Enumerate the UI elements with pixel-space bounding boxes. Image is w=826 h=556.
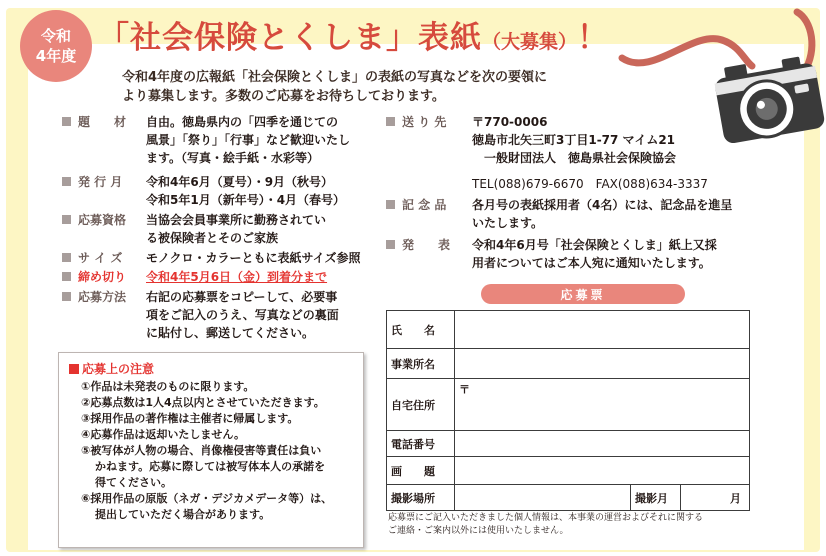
bullet-square [386,240,395,249]
item-value: に貼付し、郵送してください。 [146,326,315,340]
address-field[interactable] [455,379,750,431]
item-label: サ イ ズ [78,251,123,265]
item-value: 項をご記入のうえ、写真などの裏面 [146,308,339,322]
phone-field[interactable] [455,431,750,457]
item-value: 令和4年6月号「社会保険とくしま」紙上又採 [472,238,717,252]
item-eligibility [62,211,362,247]
item-value: いたします。 [472,216,544,230]
item-value: 右記の応募票をコピーして、必要事 [146,290,338,304]
item-gift [386,196,770,232]
organization-name: 一般財団法人 徳島県社会保険協会 [472,151,677,165]
note-item: ④応募作品は返却いたしません。 [81,428,245,441]
bullet-square [62,117,71,126]
item-label: 応募方法 [78,290,127,304]
privacy-note-line-2: ご連絡・ご案内以外には使用いたしません。 [388,526,569,536]
note-item: ①作品は未発表のものに限ります。 [81,380,255,393]
name-label: 氏 名 [387,311,455,349]
item-announcement [386,236,770,272]
name-field[interactable] [455,311,750,349]
item-value: 当協会会員事業所に勤務されてい [146,213,327,227]
item-size [62,249,362,267]
title-main: 「社会保険とくしま」表紙 [98,20,482,56]
application-form [386,310,750,511]
item-theme [62,113,362,169]
note-item: ③採用作品の著作権は主催者に帰属します。 [81,412,299,425]
bullet-square [386,117,395,126]
bullet-square [62,253,71,262]
postal-mark: 〒 [459,383,470,396]
note-item: ⑥採用作品の原版（ネガ・デジカメデータ等）は、 [81,492,333,505]
title-exclamation: ！ [577,20,609,56]
privacy-note-line-1: 応募票にご記入いただきました個人情報は、本事業の運営およびそれに関する [388,513,704,523]
location-label: 撮影場所 [387,485,455,511]
title-sub: （大募集） [482,31,578,53]
office-label: 事業所名 [387,349,455,379]
postal-code: 〒770-0006 [472,115,548,129]
item-label: 題 材 [78,115,127,129]
phone-label: 電話番号 [387,431,455,457]
item-value: モノクロ・カラーともに表紙サイズ参照 [146,251,361,265]
note-item: 得てください。 [95,476,172,489]
bullet-square [62,292,71,301]
item-value: 自由。徳島県内の「四季を通じての [146,115,339,129]
item-value: 令和5年1月（新年号）・4月（春号） [146,193,346,207]
item-label: 発 表 [402,238,451,252]
item-value: ます。（写真・絵手紙・水彩等） [146,151,320,165]
item-label: 締め切り [78,270,127,284]
address-label: 自宅住所 [387,379,455,431]
location-field[interactable] [455,485,631,511]
bullet-square [62,215,71,224]
year-badge [20,10,92,82]
item-value: 各月号の表紙採用者（4名）には、記念品を進呈 [472,198,733,212]
item-label: 発 行 月 [78,175,123,189]
item-deadline [62,268,362,286]
item-label: 応募資格 [78,213,127,227]
item-issue-month [62,173,362,209]
note-item: かねます。応募に際しては被写体本人の承諾を [95,460,326,473]
red-square-icon [69,364,79,374]
item-value: る被保険者とそのご家族 [146,231,279,245]
intro-line-2: より募集します。多数のご応募をお待ちしております。 [122,89,445,104]
note-item: 提出していただく場合があります。 [95,508,271,521]
note-item: ⑤被写体が人物の場合、肖像権侵害等責任は負い [81,444,322,457]
year-badge-line2: 4年度 [35,47,77,65]
contact-numbers: TEL(088)679-6670 FAX(088)634-3337 [472,177,708,191]
year-badge-line1: 令和 [40,27,71,45]
month-unit: 月 [730,491,741,505]
intro-line-1: 令和4年度の広報紙「社会保険とくしま」の表紙の写真などを次の要領に [122,70,548,85]
page-title [98,12,608,60]
month-field[interactable] [681,485,750,511]
item-label: 送 り 先 [402,115,447,129]
application-form-badge: 応募票 [481,284,685,304]
address-line: 徳島市北矢三町3丁目1-77 マイム21 [472,133,676,147]
item-method [62,288,362,344]
item-label: 記 念 品 [402,198,447,212]
subject-field[interactable] [455,457,750,485]
privacy-note [388,512,754,538]
note-item: ②応募点数は1人4点以内とさせていただきます。 [81,396,325,409]
bullet-square [62,177,71,186]
bullet-square [62,272,71,281]
intro-text [122,68,642,106]
item-value: 風景」「祭り」「行事」など歓迎いたし [146,133,351,147]
bullet-square [386,200,395,209]
notes-box [58,352,364,548]
camera-icon [612,0,826,170]
month-label: 撮影月 [631,485,681,511]
deadline-value: 令和4年5月6日（金）到着分まで [146,270,328,284]
subject-label: 画 題 [387,457,455,485]
item-value: 用者についてはご本人宛に通知いたします。 [472,256,711,270]
notes-title: 応募上の注意 [82,362,155,376]
office-field[interactable] [455,349,750,379]
item-value: 令和4年6月（夏号）・9月（秋号） [146,175,334,189]
